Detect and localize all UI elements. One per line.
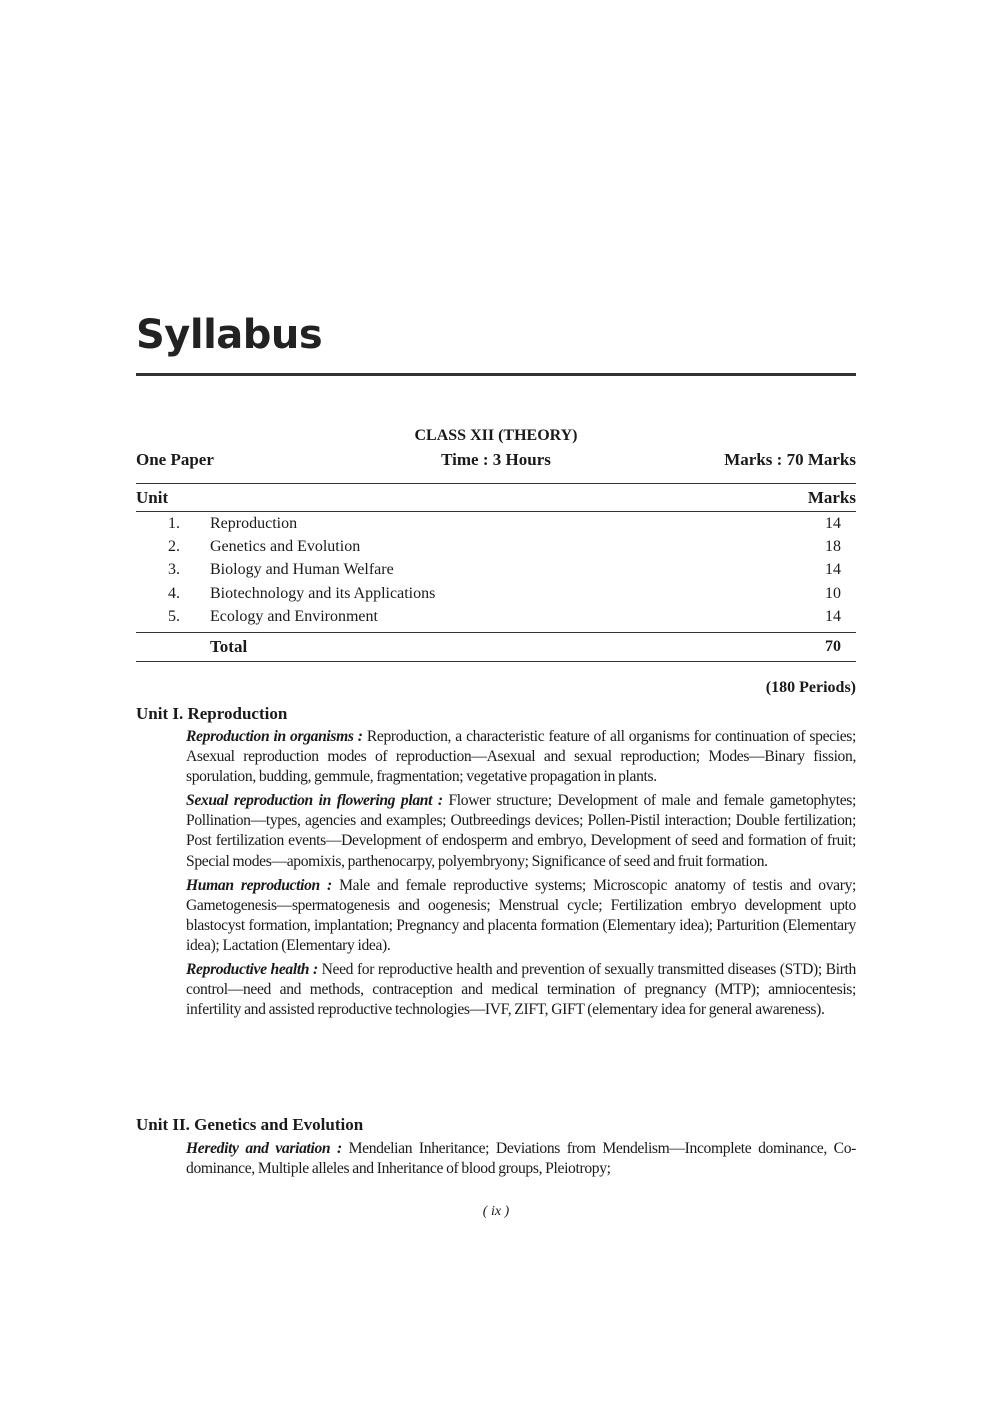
unit-name: Biology and Human Welfare bbox=[210, 561, 394, 579]
unit-name: Reproduction bbox=[210, 514, 298, 532]
unit-marks: 14 bbox=[825, 514, 841, 532]
topic-title: Reproduction in organisms : bbox=[186, 728, 363, 745]
topic-title: Reproductive health : bbox=[186, 961, 318, 979]
unit-marks: 18 bbox=[825, 537, 841, 555]
class-heading: CLASS XII (THEORY) bbox=[414, 427, 578, 444]
periods-label: (180 Periods) bbox=[765, 679, 856, 696]
unit-marks: 10 bbox=[825, 584, 841, 602]
table-bottom-rule bbox=[136, 661, 856, 662]
topic-text: Reproduction, a characteristic feature of all organisms for continuation of species; Asexual reproduction modes of reproduction—Asexual and sexual reproduction; Modes—Binary fission, sporulation, budding, gemmule, fragmentation; vegetative propagation in plants. bbox=[186, 728, 856, 786]
topic-title: Heredity and variation : bbox=[186, 1140, 342, 1157]
exam-meta-row bbox=[136, 450, 856, 470]
time-label: Time : 3 Hours bbox=[441, 450, 551, 469]
total-row bbox=[136, 635, 856, 659]
unit-marks: 14 bbox=[825, 607, 841, 625]
unit-header: Unit bbox=[136, 487, 169, 507]
table-row bbox=[136, 559, 856, 582]
unit-name: Ecology and Environment bbox=[210, 607, 378, 625]
marks-header: Marks bbox=[807, 487, 856, 507]
topic-text: Male and female reproductive systems; Microscopic anatomy of testis and ovary; Gametogenesis—spermatogenesis and oogenesis; Menstrual cycle; Fertilization embryo development upto blastocyst formation, implantation; Pregnancy and placenta formation (Elementary idea); Parturition (Elementary idea); Lactation (Elementary idea). bbox=[186, 876, 856, 954]
topic-text: Need for reproductive health and prevention of sexually transmitted diseases (STD); Birth control—need and methods, contraception and medical termination of pregnancy (MTP); amniocentesis; infertility and assisted reproductive technologies—IVF, ZIFT, GIFT (elementary idea for general awareness). bbox=[186, 961, 856, 1019]
marks-table-body bbox=[136, 512, 856, 628]
unit-1-topics bbox=[186, 727, 856, 1024]
paper-label: One Paper bbox=[136, 450, 214, 469]
unit-number: 1. bbox=[168, 514, 180, 532]
marks-label: Marks : 70 Marks bbox=[724, 450, 856, 469]
topic-text: Flower structure; Development of male and female gametophytes; Pollination—types, agencies and examples; Outbreedings devices; Pollen-Pistil interaction; Double fertilization; Post fertilization events—Development of endosperm and embryo, Development of seed and formation of fruit; Special modes—apomixis, parthenocarpy, polyembryony; Significance of seed and fruit formation. bbox=[186, 792, 856, 870]
topic-title: Human reproduction : bbox=[186, 876, 332, 894]
table-header-row bbox=[136, 485, 856, 510]
unit-name: Biotechnology and its Applications bbox=[210, 584, 436, 602]
total-marks: 70 bbox=[825, 638, 841, 655]
page-number: ( ix ) bbox=[482, 1204, 510, 1219]
unit-number: 2. bbox=[168, 537, 180, 555]
unit-heading: Unit II. Genetics and Evolution bbox=[136, 1115, 364, 1134]
title-rule bbox=[136, 373, 856, 376]
page-title: Syllabus bbox=[136, 312, 323, 358]
table-row bbox=[136, 512, 856, 535]
topic-paragraph bbox=[186, 960, 856, 1020]
topic-paragraph bbox=[186, 1139, 856, 1179]
marks-table bbox=[136, 485, 856, 510]
unit-name: Genetics and Evolution bbox=[210, 537, 361, 555]
total-label: Total bbox=[210, 637, 248, 656]
table-top-rule bbox=[136, 483, 856, 484]
marks-table-wrap bbox=[136, 485, 856, 510]
topic-title: Sexual reproduction in flowering plant : bbox=[186, 792, 443, 810]
table-row bbox=[136, 605, 856, 628]
unit-2-topics bbox=[186, 1139, 856, 1183]
topic-paragraph bbox=[186, 791, 856, 871]
table-body-wrap bbox=[136, 512, 856, 628]
unit-number: 4. bbox=[168, 584, 180, 602]
unit-number: 3. bbox=[168, 561, 180, 579]
unit-heading: Unit I. Reproduction bbox=[136, 704, 288, 723]
topic-text: Mendelian Inheritance; Deviations from Mendelism—Incomplete dominance, Co-dominance, Multiple alleles and Inheritance of blood groups, Pleiotropy; bbox=[186, 1140, 856, 1178]
unit-number: 5. bbox=[168, 607, 180, 625]
topic-paragraph bbox=[186, 727, 856, 787]
table-total-rule bbox=[136, 632, 856, 633]
table-row bbox=[136, 582, 856, 605]
table-row bbox=[136, 535, 856, 558]
topic-paragraph bbox=[186, 876, 856, 956]
unit-marks: 14 bbox=[825, 561, 841, 579]
total-spacer bbox=[136, 635, 210, 659]
